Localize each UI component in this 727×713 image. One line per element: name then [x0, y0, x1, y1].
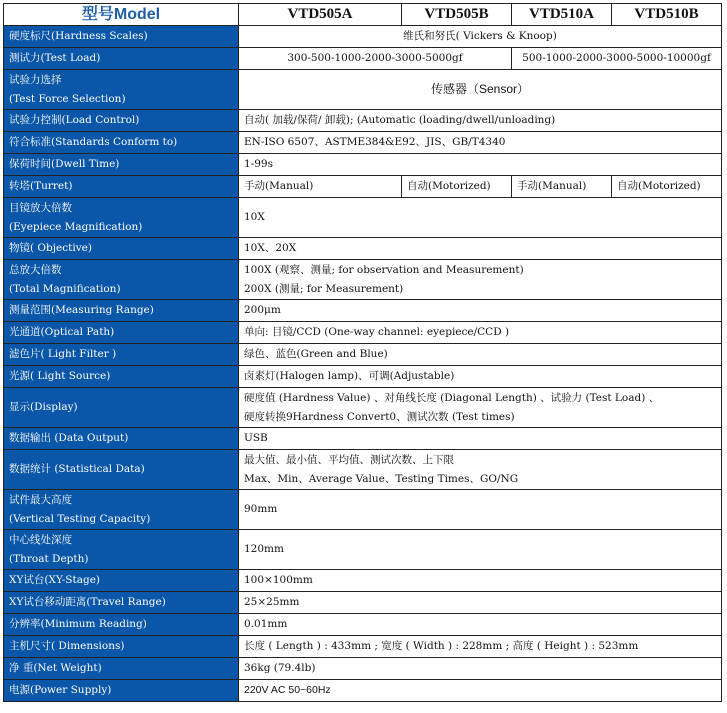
value-dwell-time: 1-99s: [239, 154, 722, 176]
model-vtd505b: VTD505B: [402, 4, 512, 26]
label-line-1: 试件最大高度: [9, 493, 72, 506]
label-optical-path: 光通道(Optical Path): [4, 322, 239, 344]
value-load-control: 自动( 加载/保荷/ 卸载); (Automatic (loading/dwell/unloading): [239, 110, 722, 132]
value-turret-vtd505a: 手动(Manual): [239, 176, 402, 198]
label-line-2: (Test Force Selection): [9, 92, 126, 105]
row-data-output: [4, 428, 722, 450]
value-throat-depth: 120mm: [239, 530, 722, 570]
value-turret-vtd510a: 手动(Manual): [512, 176, 612, 198]
row-total-magnification: [4, 260, 722, 300]
row-xy-stage: [4, 570, 722, 592]
label-measuring-range: 测量范围(Measuring Range): [4, 300, 239, 322]
value-statistical-data: [239, 450, 722, 490]
value-power-supply: 220V AC 50~60Hz: [239, 680, 722, 702]
label-net-weight: 净 重(Net Weight): [4, 658, 239, 680]
row-light-filter: [4, 344, 722, 366]
row-hardness-scales: [4, 26, 722, 48]
value-xy-stage: 100×100mm: [239, 570, 722, 592]
label-line-2: (Vertical Testing Capacity): [9, 512, 151, 525]
label-test-load: 测试力(Test Load): [4, 48, 239, 70]
label-line-1: 总放大倍数: [9, 263, 62, 276]
label-line-2: (Throat Depth): [9, 552, 89, 565]
value-dimensions: 长度 ( Length ) : 433mm ; 宽度 ( Width ) : 228mm ; 高度 ( Height ) : 523mm: [239, 636, 722, 658]
label-line-1: 目镜放大倍数: [9, 201, 72, 214]
value-vertical-capacity: 90mm: [239, 490, 722, 530]
label-dwell-time: 保荷时间(Dwell Time): [4, 154, 239, 176]
label-line-1: 试验力选择: [9, 73, 62, 86]
row-throat-depth: [4, 530, 722, 570]
model-vtd510a: VTD510A: [512, 4, 612, 26]
label-light-source: 光源( Light Source): [4, 366, 239, 388]
row-power-supply: [4, 680, 722, 702]
value-line-1: 硬度值 (Hardness Value) 、对角线长度 (Diagonal Length) 、试验力 (Test Load) 、: [244, 391, 660, 404]
value-line-2: 200X (测量; for Measurement): [244, 282, 404, 295]
value-net-weight: 36kg (79.4lb): [239, 658, 722, 680]
model-vtd505a: VTD505A: [239, 4, 402, 26]
row-standards: [4, 132, 722, 154]
value-light-filter: 绿色、蓝色(Green and Blue): [239, 344, 722, 366]
value-optical-path: 单向: 目镜/CCD (One-way channel: eyepiece/CCD ): [239, 322, 722, 344]
row-minimum-reading: [4, 614, 722, 636]
row-net-weight: [4, 658, 722, 680]
row-statistical-data: [4, 450, 722, 490]
label-standards: 符合标准(Standards Conform to): [4, 132, 239, 154]
row-test-force-selection: [4, 70, 722, 110]
label-hardness-scales: 硬度标尺(Hardness Scales): [4, 26, 239, 48]
row-dwell-time: [4, 154, 722, 176]
label-objective: 物镜( Objective): [4, 238, 239, 260]
value-measuring-range: 200μm: [239, 300, 722, 322]
label-xy-stage: XY试台(XY-Stage): [4, 570, 239, 592]
value-travel-range: 25×25mm: [239, 592, 722, 614]
label-light-filter: 滤色片( Light Filter ): [4, 344, 239, 366]
value-data-output: USB: [239, 428, 722, 450]
label-total-magnification: [4, 260, 239, 300]
label-dimensions: 主机尺寸( Dimensions): [4, 636, 239, 658]
label-throat-depth: [4, 530, 239, 570]
value-turret-vtd510b: 自动(Motorized): [612, 176, 722, 198]
row-vertical-capacity: [4, 490, 722, 530]
value-line-2: 硬度转换9Hardness Convert0、测试次数 (Test times): [244, 410, 515, 423]
value-turret-vtd505b: 自动(Motorized): [402, 176, 512, 198]
value-test-force-selection: 传感器（Sensor）: [239, 70, 722, 110]
row-test-load: [4, 48, 722, 70]
value-objective: 10X、20X: [239, 238, 722, 260]
value-test-load-b: 500-1000-2000-3000-5000-10000gf: [512, 48, 722, 70]
label-line-2: (Total Magnification): [9, 282, 121, 295]
label-power-supply: 电源(Power Supply): [4, 680, 239, 702]
value-eyepiece: 10X: [239, 198, 722, 238]
row-display: [4, 388, 722, 428]
label-data-output: 数据输出 (Data Output): [4, 428, 239, 450]
row-objective: [4, 238, 722, 260]
model-vtd510b: VTD510B: [612, 4, 722, 26]
row-light-source: [4, 366, 722, 388]
row-dimensions: [4, 636, 722, 658]
label-statistical-data: 数据统计 (Statistical Data): [4, 450, 239, 490]
label-load-control: 试验力控制(Load Control): [4, 110, 239, 132]
row-optical-path: [4, 322, 722, 344]
label-eyepiece: [4, 198, 239, 238]
value-test-load-a: 300-500-1000-2000-3000-5000gf: [239, 48, 512, 70]
label-minimum-reading: 分辨率(Minimum Reading): [4, 614, 239, 636]
label-travel-range: XY试台移动距离(Travel Range): [4, 592, 239, 614]
value-light-source: 卤素灯(Halogen lamp)、可调(Adjustable): [239, 366, 722, 388]
label-line-2: (Eyepiece Magnification): [9, 220, 143, 233]
value-line-1: 100X (观察、测量; for observation and Measurement): [244, 263, 524, 276]
value-total-magnification: [239, 260, 722, 300]
value-line-1: 最大值、最小值、平均值、测试次数、上下限: [244, 453, 454, 466]
row-eyepiece: [4, 198, 722, 238]
spec-table: [3, 3, 722, 702]
value-line-2: Max、Min、Average Value、Testing Times、GO/NG: [244, 472, 519, 485]
label-display: 显示(Display): [4, 388, 239, 428]
value-minimum-reading: 0.01mm: [239, 614, 722, 636]
row-load-control: [4, 110, 722, 132]
row-measuring-range: [4, 300, 722, 322]
model-title: 型号Model: [4, 4, 239, 26]
header-row: [4, 4, 722, 26]
label-turret: 转塔(Turret): [4, 176, 239, 198]
value-display: [239, 388, 722, 428]
value-hardness-scales: 维氏和努氏( Vickers & Knoop): [239, 26, 722, 48]
label-test-force-selection: [4, 70, 239, 110]
label-vertical-capacity: [4, 490, 239, 530]
label-line-1: 中心线处深度: [9, 533, 72, 546]
row-travel-range: [4, 592, 722, 614]
row-turret: [4, 176, 722, 198]
value-standards: EN-ISO 6507、ASTME384&E92、JIS、GB/T4340: [239, 132, 722, 154]
